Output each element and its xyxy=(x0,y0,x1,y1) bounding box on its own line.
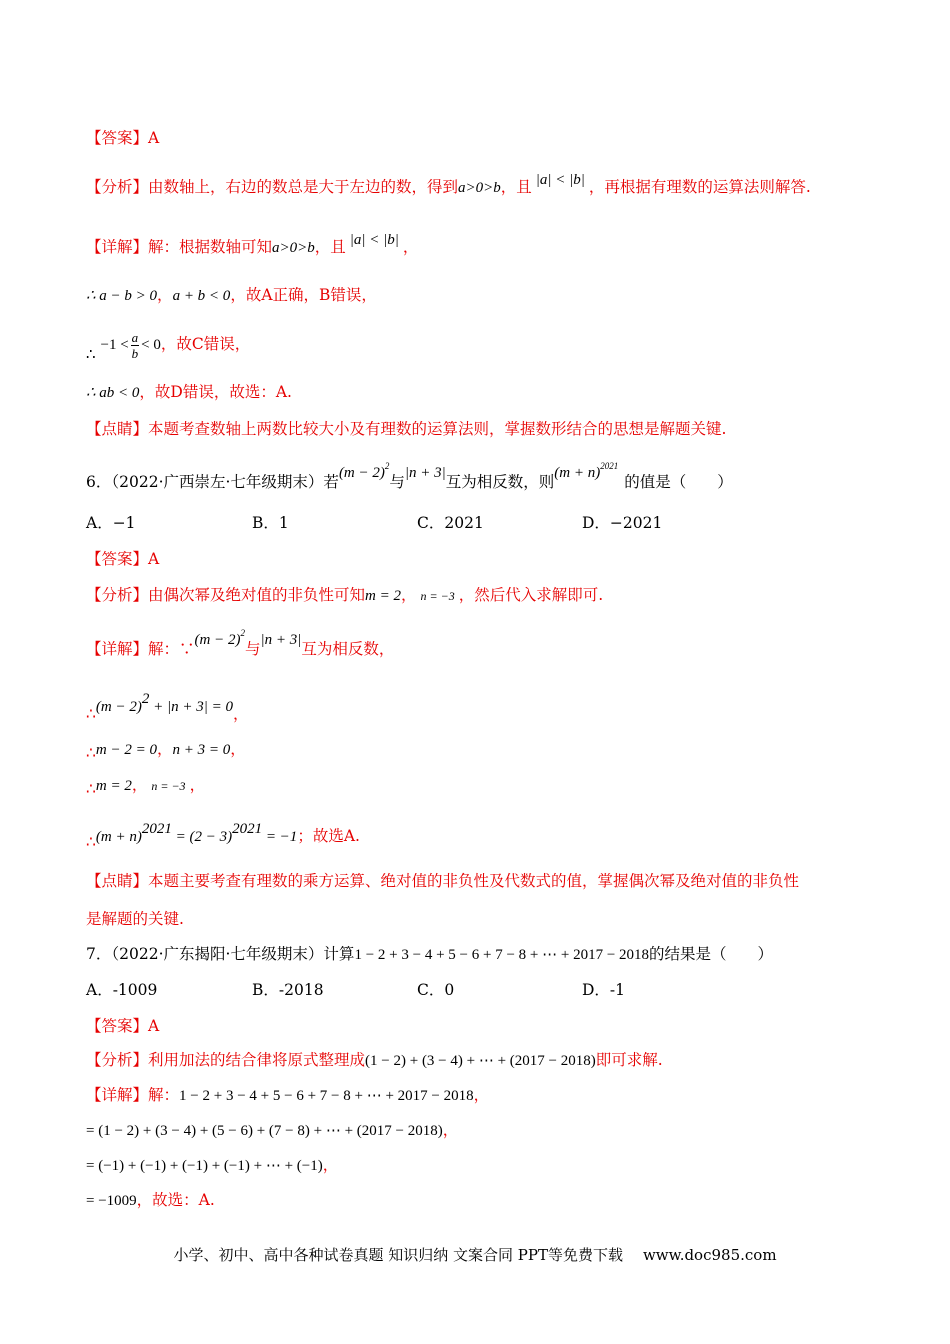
q6-answer: 【答案】A xyxy=(86,550,160,568)
q6-step4: ∴(m + $n)^{2021} = (2 - 3)^{2021} = -1$；故选A. xyxy=(86,821,360,851)
q5-step3: ∴ ab < 0，故D错误，故选：A. xyxy=(86,383,292,401)
q5-analysis: 【分析】由数轴上，右边的数总是大于左边的数，得到a>0>b，且 |a| < |b| ，再根据有理数的运算法则解答. xyxy=(86,172,811,196)
page-footer: 小学、初中、高中各种试卷真题 知识归纳 文案合同 PPT等免费下载 www.doc985.com xyxy=(173,1246,777,1264)
q6-option-a: A．−1 xyxy=(86,514,136,532)
q7-step1: = (1 − 2) + (3 − 4) + (5 − 6) + (7 − 8) + ⋯ + (2017 − 2018)， xyxy=(86,1121,459,1139)
q6-step1: ∴(m − 2)$^2$ + |n + 3| = 0， xyxy=(86,691,249,723)
q6-detail-expr1: $(m - 2)^2$ xyxy=(194,628,245,648)
q7-option-d: D．-1 xyxy=(582,981,626,999)
q5-comment: 【点睛】本题考查数轴上两数比较大小及有理数的运算法则，掌握数形结合的思想是解题关键. xyxy=(86,420,727,438)
q7-stem: 7．（2022·广东揭阳·七年级期末）计算1 − 2 + 3 − 4 + 5 − 6 + 7 − 8 + ⋯ + 2017 − 2018的结果是（ ） xyxy=(86,945,774,963)
q6-comment-line2: 是解题的关键. xyxy=(86,910,184,928)
q5-fraction: $\frac{a}{b}$ xyxy=(131,329,139,361)
q7-analysis: 【分析】利用加法的结合律将原式整理成(1 − 2) + (3 − 4) + ⋯ + (2017 − 2018)即可求解. xyxy=(86,1051,663,1069)
q5-answer: 【答案】A xyxy=(86,129,160,147)
q5-step1: ∴ a − b > 0，a + b < 0，故A正确，B错误， xyxy=(86,286,377,304)
q6-option-b: B．1 xyxy=(252,514,289,532)
q6-option-d: D．−2021 xyxy=(582,514,663,532)
q7-option-a: A．-1009 xyxy=(86,981,158,999)
q6-option-c: C．2021 xyxy=(417,514,484,532)
q6-stem: 6．（2022·广西崇左·七年级期末）若$(m - 2)^2$与|n + 3|互为相反数，则$(m + n)^{2021}$的值是（ ） xyxy=(86,461,733,491)
q7-option-c: C．0 xyxy=(417,981,455,999)
footer-site-link[interactable]: www.doc985.com xyxy=(642,1246,777,1264)
q6-comment: 【点睛】本题主要考查有理数的乘方运算、绝对值的非负性及代数式的值，掌握偶次幂及绝对值的非负性 xyxy=(86,872,800,890)
q6-step3: ∴m = 2， n = −3 ， xyxy=(86,776,206,798)
q7-option-b: B．-2018 xyxy=(252,981,324,999)
q5-step2: ∴ −1 < $\frac{a}{b}$ < 0，故C错误， xyxy=(86,329,251,363)
q7-step3: = −1009，故选：A. xyxy=(86,1191,215,1209)
q7-answer: 【答案】A xyxy=(86,1017,160,1035)
q6-step2: ∴m − 2 = 0，n + 3 = 0， xyxy=(86,740,246,762)
q7-step2: = (−1) + (−1) + (−1) + (−1) + ⋯ + (−1)， xyxy=(86,1156,339,1174)
q6-detail: 【详解】解：∵(m − 2)$^2$与|n + 3|互为相反数， xyxy=(86,628,395,658)
q6-analysis: 【分析】由偶次幂及绝对值的非负性可知m = 2， n = −3 ，然后代入求解即可. xyxy=(86,586,604,604)
q5-detail: 【详解】解：根据数轴可知a>0>b，且 |a| < |b| ， xyxy=(86,232,419,256)
q6-expr1: $(m - 2)^2$ xyxy=(338,461,390,481)
q7-detail: 【详解】解：1 − 2 + 3 − 4 + 5 − 6 + 7 − 8 + ⋯ + 2017 − 2018， xyxy=(86,1086,490,1104)
q6-expr3: $(m + n)^{2021}$ xyxy=(554,461,619,481)
